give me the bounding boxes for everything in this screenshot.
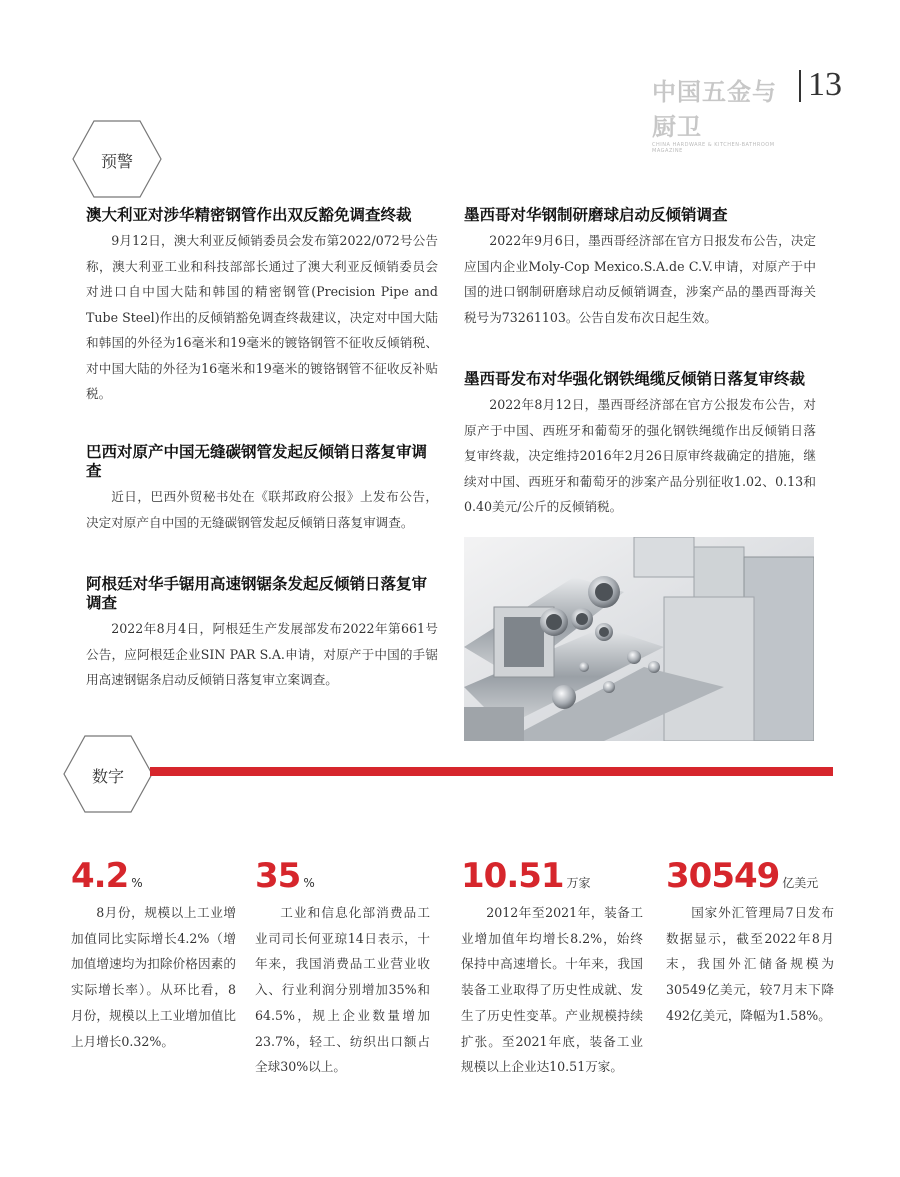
article-mexico-steel-cable xyxy=(464,370,816,520)
article-australia xyxy=(86,206,438,407)
stat-value: 4.2 xyxy=(71,856,129,896)
stat-description: 国家外汇管理局7日发布数据显示，截至2022年8月末，我国外汇储备规模为30549亿美元，较7月末下降492亿美元，降幅为1.58%。 xyxy=(666,905,834,1023)
article-brazil xyxy=(86,443,438,535)
steel-pipes-photo xyxy=(464,537,814,741)
stat-consumer-industry xyxy=(255,856,430,1080)
article-mexico-grinding-balls xyxy=(464,206,816,330)
section-divider-bar xyxy=(150,767,833,776)
stat-description: 2012年至2021年，装备工业增加值年均增长8.2%，始终保持中高速增长。十年来，我国装备工业取得了历史性成就、发生了历史性变革。产业规模持续扩张。至2021年底，装备工业规模以上企业达10.51万家。 xyxy=(461,905,643,1075)
logo-text: 中国五金与厨卫 xyxy=(652,78,777,141)
article-title: 墨西哥对华钢制研磨球启动反倾销调查 xyxy=(464,206,728,224)
stat-unit: % xyxy=(131,876,143,890)
stat-description: 工业和信息化部消费品工业司司长何亚琼14日表示，十年来，我国消费品工业营业收入、行业利润分别增加35%和64.5%，规上企业数量增加23.7%，轻工、纺织出口额占全球30%以上。 xyxy=(255,905,430,1075)
magazine-logo xyxy=(652,72,792,154)
header-divider xyxy=(799,70,801,102)
article-title: 澳大利亚对涉华精密钢管作出双反豁免调查终裁 xyxy=(86,206,412,224)
stat-equipment-industry xyxy=(461,856,643,1080)
stat-industrial-growth xyxy=(71,856,236,1054)
stat-forex-reserves xyxy=(666,856,834,1029)
warning-section-label: 预警 xyxy=(101,152,134,171)
article-argentina xyxy=(86,575,438,693)
stat-unit: 万家 xyxy=(566,876,591,890)
logo-subtitle: CHINA HARDWARE & KITCHEN-BATHROOM MAGAZINE xyxy=(652,142,775,154)
article-title: 阿根廷对华手锯用高速钢锯条发起反倾销日落复审调查 xyxy=(86,575,428,612)
article-body: 2022年8月12日，墨西哥经济部在官方公报发布公告，对原产于中国、西班牙和葡萄牙的强化钢铁绳缆作出反倾销日落复审终裁，决定维持2016年2月26日原审终裁确定的措施，继续对中国、西班牙和葡萄牙的涉案产品分别征收1.02、0.13和0.40美元/公斤的反倾销税。 xyxy=(464,397,816,514)
article-body: 9月12日，澳大利亚反倾销委员会发布第2022/072号公告称，澳大利亚工业和科技部部长通过了澳大利亚反倾销委员会对进口自中国大陆和韩国的精密钢管(Precision Pipe and Tube Steel)作出的反倾销豁免调查终裁建议，决定对中国大陆和韩国的外径为16毫米和19毫米的镀铬钢管不征收反倾销税、对中国大陆的外径为16毫米和19毫米的镀铬钢管不征收反补贴税。 xyxy=(86,233,438,401)
stat-unit: 亿美元 xyxy=(782,876,819,890)
page-number: 13 xyxy=(808,66,842,103)
article-title: 墨西哥发布对华强化钢铁绳缆反倾销日落复审终裁 xyxy=(464,370,806,388)
article-body: 2022年9月6日，墨西哥经济部在官方日报发布公告，决定应国内企业Moly-Cop Mexico.S.A.de C.V.申请，对原产于中国的进口钢制研磨球启动反倾销调查，涉案产品的墨西哥海关税号为73261103。公告自发布次日起生效。 xyxy=(464,233,816,325)
stat-value: 10.51 xyxy=(461,856,564,896)
numbers-section-label: 数字 xyxy=(92,767,125,786)
article-body: 近日，巴西外贸秘书处在《联邦政府公报》上发布公告，决定对原产自中国的无缝碳钢管发起反倾销日落复审调查。 xyxy=(86,489,438,530)
stat-unit: % xyxy=(303,876,315,890)
article-title: 巴西对原产中国无缝碳钢管发起反倾销日落复审调查 xyxy=(86,443,428,480)
article-body: 2022年8月4日，阿根廷生产发展部发布2022年第661号公告，应阿根廷企业SIN PAR S.A.申请，对原产于中国的手锯用高速钢锯条启动反倾销日落复审立案调查。 xyxy=(86,621,438,687)
stat-value: 35 xyxy=(255,856,301,896)
stat-value: 30549 xyxy=(666,856,780,896)
stat-description: 8月份，规模以上工业增加值同比实际增长4.2%（增加值增速均为扣除价格因素的实际增长率）。从环比看，8月份，规模以上工业增加值比上月增长0.32%。 xyxy=(71,905,236,1049)
